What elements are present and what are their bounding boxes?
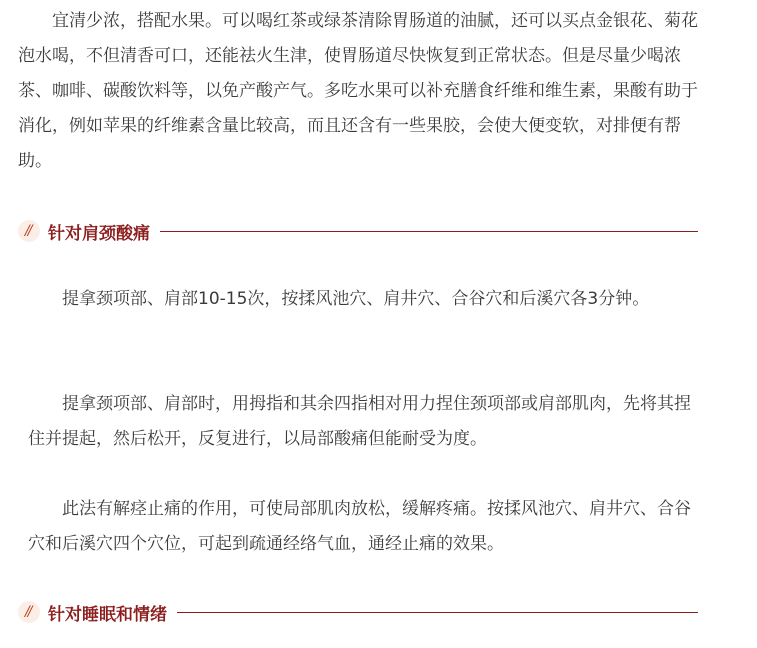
neck-paragraph-3: 此法有解痉止痛的作用，可使局部肌肉放松，缓解疼痛。按揉风池穴、肩井穴、合谷穴和后溪穴四个穴位，可起到疏通经络气血，通经止痛的效果。 (28, 499, 691, 554)
section-heading-neck (18, 216, 698, 246)
slash-mark-icon: // (18, 601, 40, 623)
section-title-sleep: 针对睡眠和情绪 (48, 604, 167, 625)
section-title-neck: 针对肩颈酸痛 (48, 223, 150, 244)
intro-paragraph: 宜清少浓，搭配水果。可以喝红茶或绿茶清除胃肠道的油腻，还可以买点金银花、菊花泡水喝，不但清香可口，还能祛火生津，使胃肠道尽快恢复到正常状态。但是尽量少喝浓茶、咖啡、碳酸饮料等，以免产酸产气。多吃水果可以补充膳食纤维和维生素，果酸有助于消化，例如苹果的纤维素含量比较高，而且还含有一些果胶，会使大便变软，对排便有帮助。 (18, 11, 698, 171)
section-heading-sleep (18, 597, 698, 627)
heading-divider (160, 231, 698, 232)
heading-divider (177, 612, 698, 613)
neck-paragraph-2: 提拿颈项部、肩部时，用拇指和其余四指相对用力捏住颈项部或肩部肌肉，先将其捏住并提起，然后松开，反复进行，以局部酸痛但能耐受为度。 (28, 394, 691, 449)
slash-mark-icon: // (18, 220, 40, 242)
neck-paragraph-1: 提拿颈项部、肩部10-15次，按揉风池穴、肩井穴、合谷穴和后溪穴各3分钟。 (62, 289, 650, 309)
